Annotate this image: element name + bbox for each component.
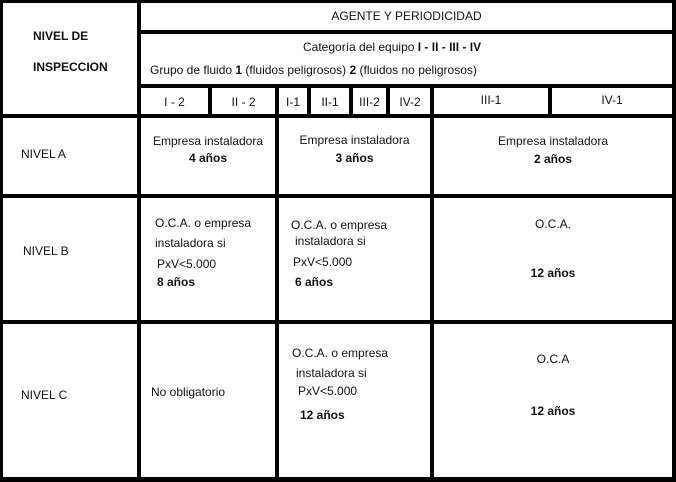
category-cell	[311, 88, 349, 114]
cell-years: 3 años	[335, 151, 374, 165]
category-cell	[353, 88, 386, 114]
cell-line: O.C.A. o empresa	[292, 346, 389, 360]
header-categoria-line	[303, 40, 481, 55]
category-cell	[279, 88, 307, 114]
cell-years: 12 años	[530, 404, 576, 418]
cell-line: Empresa instaladora	[152, 134, 264, 148]
header-agente: AGENTE Y PERIODICIDAD	[331, 9, 482, 23]
cell-years: 12 años	[530, 266, 576, 280]
table-cell	[434, 324, 672, 477]
category-label: I - 2	[164, 95, 185, 109]
header-nivel-line2: INSPECCION	[33, 60, 108, 74]
header-grupo-2: 2	[349, 63, 357, 77]
table-cell	[279, 198, 430, 320]
level-cell	[3, 324, 137, 477]
category-cell	[434, 88, 548, 114]
level-cell	[3, 198, 137, 320]
header-grupo-text-3: (fluidos no peligrosos)	[356, 63, 477, 77]
category-label: II-1	[321, 95, 339, 109]
level-cell	[3, 118, 137, 194]
header-grupo-line	[150, 63, 477, 78]
level-label: NIVEL B	[23, 244, 69, 258]
cell-line: No obligatorio	[151, 385, 226, 399]
cell-line: instaladora si	[296, 366, 367, 380]
cell-years: 8 años	[157, 275, 196, 289]
table-cell	[141, 118, 275, 194]
category-cell	[212, 88, 275, 114]
header-categoria-cell	[141, 34, 672, 84]
cell-years: 12 años	[300, 408, 345, 422]
cell-line: O.C.A. o empresa	[155, 216, 252, 230]
table-cell	[279, 324, 430, 477]
header-nivel-line1: NIVEL DE	[33, 29, 89, 43]
category-label: IV-1	[601, 93, 623, 107]
header-grupo-text-1: Grupo de fluido	[150, 63, 236, 77]
cell-line: PxV<5.000	[293, 255, 353, 269]
cell-line: O.C.A. o empresa	[291, 218, 388, 232]
cell-line: PxV<5.000	[157, 257, 217, 271]
header-nivel-cell	[3, 3, 137, 114]
table-cell	[434, 198, 672, 320]
cell-years: 4 años	[188, 151, 227, 165]
table-cell	[434, 118, 672, 194]
table-cell	[141, 324, 275, 477]
category-label: III-1	[480, 93, 502, 107]
header-agente-cell	[141, 3, 672, 30]
header-grupo-1: 1	[235, 63, 243, 77]
category-cell	[141, 88, 208, 114]
cell-line: O.C.A	[536, 352, 570, 366]
category-cell	[552, 88, 672, 114]
table-cell	[141, 198, 275, 320]
cell-line: instaladora si	[295, 234, 366, 248]
header-grupo-text-2: (fluidos peligrosos)	[242, 63, 350, 77]
level-label: NIVEL A	[21, 147, 66, 161]
cell-line: instaladora si	[155, 236, 226, 250]
category-label: II - 2	[231, 95, 256, 109]
header-categoria-prefix: Categoría del equipo	[303, 40, 418, 54]
table-cell	[279, 118, 430, 194]
cell-line: Empresa instaladora	[299, 133, 410, 147]
level-label: NIVEL C	[21, 388, 68, 402]
cell-line: Empresa instaladora	[497, 134, 609, 148]
cell-line: O.C.A.	[534, 217, 571, 231]
category-cell	[390, 88, 430, 114]
cell-years: 6 años	[295, 275, 334, 289]
category-label: III-2	[359, 95, 380, 109]
cell-line: PxV<5.000	[298, 384, 358, 398]
category-label: I-1	[285, 95, 300, 109]
cell-years: 2 años	[533, 152, 572, 166]
category-label: IV-2	[399, 95, 421, 109]
header-categoria-values: I - II - III - IV	[417, 40, 482, 54]
